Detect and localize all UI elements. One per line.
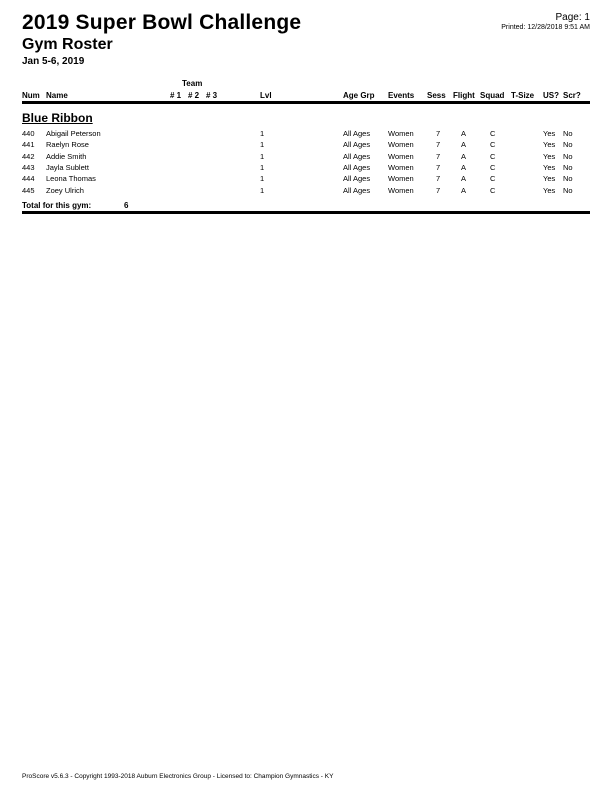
cell-scr: No — [563, 162, 573, 172]
cell-lvl: 1 — [260, 129, 265, 138]
col-header-scr: Scr? — [563, 91, 581, 100]
col-header-squad: Squad — [480, 91, 505, 100]
cell-events: Women — [388, 174, 414, 184]
cell-age-grp: All Ages — [343, 162, 371, 172]
cell-us: Yes — [543, 162, 556, 172]
cell-squad: C — [490, 185, 496, 195]
col-header-lvl: Lvl — [260, 91, 272, 100]
cell-lvl: 1 — [260, 162, 265, 172]
cell-us: Yes — [543, 151, 556, 161]
col-header-name: Name — [46, 91, 68, 100]
cell-events: Women — [388, 151, 414, 161]
cell-age-grp: All Ages — [343, 140, 371, 150]
cell-sess: 7 — [436, 151, 441, 161]
cell-flight: A — [461, 174, 467, 184]
cell-sess: 7 — [436, 174, 441, 184]
col-header-team2: # 2 — [188, 91, 200, 100]
total-label: Total for this gym: — [22, 201, 92, 210]
cell-lvl: 1 — [260, 140, 265, 150]
cell-scr: No — [563, 129, 573, 138]
report-dates: Jan 5-6, 2019 — [22, 56, 85, 67]
gym-name: Blue Ribbon — [22, 111, 93, 125]
cell-flight: A — [461, 129, 467, 138]
printed-timestamp: Printed: 12/28/2018 9:51 AM — [501, 24, 590, 31]
col-header-team3: # 3 — [206, 91, 218, 100]
cell-num: 440 — [22, 129, 35, 138]
cell-scr: No — [563, 174, 573, 184]
cell-name: Jayla Sublett — [46, 162, 89, 172]
cell-num: 442 — [22, 151, 35, 161]
footer-copyright: ProScore v5.6.3 - Copyright 1993-2018 Auburn Electronics Group - Licensed to: Champion Gymnastics - KY — [22, 773, 334, 780]
cell-scr: No — [563, 151, 573, 161]
col-header-num: Num — [22, 91, 40, 100]
cell-squad: C — [490, 140, 496, 150]
cell-age-grp: All Ages — [343, 129, 371, 138]
cell-name: Raelyn Rose — [46, 140, 89, 150]
page-number: Page: 1 — [555, 12, 590, 23]
cell-age-grp: All Ages — [343, 185, 371, 195]
total-divider — [22, 211, 590, 214]
cell-num: 443 — [22, 162, 35, 172]
table-row — [0, 129, 612, 140]
cell-age-grp: All Ages — [343, 174, 371, 184]
table-row — [0, 174, 612, 185]
cell-name: Abigail Peterson — [46, 129, 101, 138]
cell-sess: 7 — [436, 129, 441, 138]
cell-name: Zoey Ulrich — [46, 185, 84, 195]
table-row — [0, 140, 612, 151]
col-header-age-grp: Age Grp — [343, 91, 375, 100]
cell-us: Yes — [543, 185, 556, 195]
cell-name: Addie Smith — [46, 151, 87, 161]
cell-squad: C — [490, 129, 496, 138]
report-title: 2019 Super Bowl Challenge — [22, 11, 302, 34]
cell-sess: 7 — [436, 140, 441, 150]
col-header-tsize: T-Size — [511, 91, 535, 100]
report-subtitle: Gym Roster — [22, 36, 113, 53]
cell-lvl: 1 — [260, 185, 265, 195]
col-header-team1: # 1 — [170, 91, 182, 100]
cell-num: 444 — [22, 174, 35, 184]
cell-scr: No — [563, 140, 573, 150]
cell-flight: A — [461, 185, 467, 195]
cell-flight: A — [461, 151, 467, 161]
cell-flight: A — [461, 140, 467, 150]
cell-sess: 7 — [436, 185, 441, 195]
total-value: 6 — [124, 201, 129, 210]
cell-flight: A — [461, 162, 467, 172]
cell-squad: C — [490, 174, 496, 184]
cell-events: Women — [388, 185, 414, 195]
team-column-group-label: Team — [182, 79, 203, 88]
col-header-events: Events — [388, 91, 415, 100]
table-row — [0, 152, 612, 163]
cell-lvl: 1 — [260, 174, 265, 184]
cell-squad: C — [490, 151, 496, 161]
cell-events: Women — [388, 162, 414, 172]
cell-us: Yes — [543, 129, 556, 138]
cell-lvl: 1 — [260, 151, 265, 161]
table-row — [0, 186, 612, 197]
cell-sess: 7 — [436, 162, 441, 172]
col-header-flight: Flight — [453, 91, 475, 100]
cell-events: Women — [388, 140, 414, 150]
cell-events: Women — [388, 129, 414, 138]
header-divider — [22, 101, 590, 104]
cell-squad: C — [490, 162, 496, 172]
cell-num: 445 — [22, 185, 35, 195]
cell-us: Yes — [543, 140, 556, 150]
cell-age-grp: All Ages — [343, 151, 371, 161]
table-row — [0, 163, 612, 174]
cell-num: 441 — [22, 140, 35, 150]
cell-us: Yes — [543, 174, 556, 184]
col-header-sess: Sess — [427, 91, 446, 100]
cell-name: Leona Thomas — [46, 174, 96, 184]
cell-scr: No — [563, 185, 573, 195]
col-header-us: US? — [543, 91, 559, 100]
